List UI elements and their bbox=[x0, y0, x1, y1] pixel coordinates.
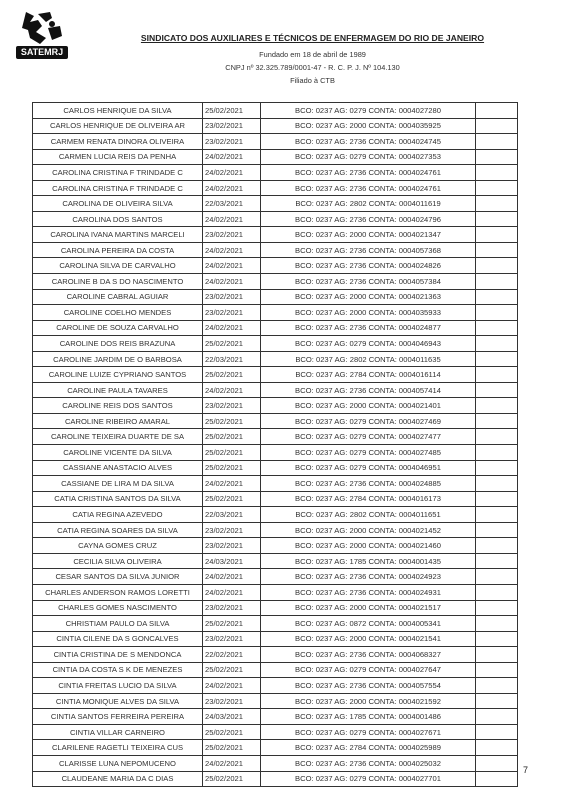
payment-date-cell: 22/03/2021 bbox=[203, 507, 261, 523]
bank-account-cell: BCO: 0237 AG: 2000 CONTA: 0004021460 bbox=[261, 538, 476, 554]
bank-account-cell: BCO: 0237 AG: 1785 CONTA: 0004001435 bbox=[261, 553, 476, 569]
payment-date-cell: 22/02/2021 bbox=[203, 647, 261, 663]
bank-account-cell: BCO: 0237 AG: 2784 CONTA: 0004025989 bbox=[261, 740, 476, 756]
payment-date-cell: 24/02/2021 bbox=[203, 569, 261, 585]
table-row bbox=[33, 196, 518, 212]
payment-date-cell: 24/02/2021 bbox=[203, 211, 261, 227]
table-row bbox=[33, 211, 518, 227]
table-row bbox=[33, 538, 518, 554]
bank-account-cell: BCO: 0237 AG: 2736 CONTA: 0004024761 bbox=[261, 180, 476, 196]
bank-account-cell: BCO: 0237 AG: 2736 CONTA: 0004057414 bbox=[261, 382, 476, 398]
table-row bbox=[33, 413, 518, 429]
table-row bbox=[33, 491, 518, 507]
payment-date-cell: 25/02/2021 bbox=[203, 103, 261, 119]
bank-account-cell: BCO: 0237 AG: 2802 CONTA: 0004011619 bbox=[261, 196, 476, 212]
blank-cell bbox=[476, 693, 518, 709]
payment-date-cell: 25/02/2021 bbox=[203, 662, 261, 678]
table-row bbox=[33, 740, 518, 756]
member-name-cell: CECILIA SILVA OLIVEIRA bbox=[33, 553, 203, 569]
payment-date-cell: 24/02/2021 bbox=[203, 320, 261, 336]
payment-date-cell: 23/02/2021 bbox=[203, 398, 261, 414]
bank-account-cell: BCO: 0237 AG: 1785 CONTA: 0004001486 bbox=[261, 709, 476, 725]
payment-date-cell: 25/02/2021 bbox=[203, 445, 261, 461]
table-row bbox=[33, 367, 518, 383]
payment-date-cell: 24/02/2021 bbox=[203, 180, 261, 196]
bank-account-cell: BCO: 0237 AG: 0872 CONTA: 0004005341 bbox=[261, 616, 476, 632]
bank-account-cell: BCO: 0237 AG: 2736 CONTA: 0004024826 bbox=[261, 258, 476, 274]
member-name-cell: CATIA REGINA SOARES DA SILVA bbox=[33, 522, 203, 538]
bank-account-cell: BCO: 0237 AG: 0279 CONTA: 0004027280 bbox=[261, 103, 476, 119]
member-name-cell: CAROLINE DE SOUZA CARVALHO bbox=[33, 320, 203, 336]
bank-account-cell: BCO: 0237 AG: 2736 CONTA: 0004024923 bbox=[261, 569, 476, 585]
table-row bbox=[33, 616, 518, 632]
table-row bbox=[33, 118, 518, 134]
bank-account-cell: BCO: 0237 AG: 2000 CONTA: 0004021541 bbox=[261, 631, 476, 647]
payment-date-cell: 23/02/2021 bbox=[203, 134, 261, 150]
table-row bbox=[33, 476, 518, 492]
table-row bbox=[33, 445, 518, 461]
bank-account-cell: BCO: 0237 AG: 2000 CONTA: 0004021347 bbox=[261, 227, 476, 243]
payment-date-cell: 24/03/2021 bbox=[203, 709, 261, 725]
member-name-cell: CAROLINA PEREIRA DA COSTA bbox=[33, 242, 203, 258]
bank-account-cell: BCO: 0237 AG: 2000 CONTA: 0004021517 bbox=[261, 600, 476, 616]
member-name-cell: CAROLINE CABRAL AGUIAR bbox=[33, 289, 203, 305]
member-name-cell: CAROLINE RIBEIRO AMARAL bbox=[33, 413, 203, 429]
blank-cell bbox=[476, 118, 518, 134]
member-name-cell: CAROLINA CRISTINA F TRINDADE C bbox=[33, 180, 203, 196]
blank-cell bbox=[476, 616, 518, 632]
blank-cell bbox=[476, 103, 518, 119]
blank-cell bbox=[476, 336, 518, 352]
member-name-cell: CINTIA FREITAS LUCIO DA SILVA bbox=[33, 678, 203, 694]
blank-cell bbox=[476, 584, 518, 600]
member-name-cell: CAROLINE REIS DOS SANTOS bbox=[33, 398, 203, 414]
table-row bbox=[33, 289, 518, 305]
table-row bbox=[33, 724, 518, 740]
member-name-cell: CHRISTIAM PAULO DA SILVA bbox=[33, 616, 203, 632]
bank-account-cell: BCO: 0237 AG: 2802 CONTA: 0004011651 bbox=[261, 507, 476, 523]
member-name-cell: CESAR SANTOS DA SILVA JUNIOR bbox=[33, 569, 203, 585]
organization-name: SINDICATO DOS AUXILIARES E TÉCNICOS DE ENFERMAGEM DO RIO DE JANEIRO bbox=[140, 33, 485, 43]
bank-account-cell: BCO: 0237 AG: 0279 CONTA: 0004027353 bbox=[261, 149, 476, 165]
payment-date-cell: 24/02/2021 bbox=[203, 678, 261, 694]
table-row bbox=[33, 553, 518, 569]
bank-account-cell: BCO: 0237 AG: 0279 CONTA: 0004027701 bbox=[261, 771, 476, 787]
table-row bbox=[33, 678, 518, 694]
blank-cell bbox=[476, 180, 518, 196]
bank-account-cell: BCO: 0237 AG: 0279 CONTA: 0004027647 bbox=[261, 662, 476, 678]
bank-account-cell: BCO: 0237 AG: 2784 CONTA: 0004016114 bbox=[261, 367, 476, 383]
bank-account-cell: BCO: 0237 AG: 2000 CONTA: 0004021452 bbox=[261, 522, 476, 538]
payment-date-cell: 25/02/2021 bbox=[203, 460, 261, 476]
payment-date-cell: 24/03/2021 bbox=[203, 553, 261, 569]
payment-date-cell: 23/02/2021 bbox=[203, 227, 261, 243]
payment-date-cell: 23/02/2021 bbox=[203, 631, 261, 647]
bank-account-cell: BCO: 0237 AG: 2000 CONTA: 0004035933 bbox=[261, 305, 476, 321]
member-name-cell: CAROLINE JARDIM DE O BARBOSA bbox=[33, 351, 203, 367]
table-row bbox=[33, 460, 518, 476]
blank-cell bbox=[476, 724, 518, 740]
bank-account-cell: BCO: 0237 AG: 2736 CONTA: 0004024931 bbox=[261, 584, 476, 600]
payment-date-cell: 23/02/2021 bbox=[203, 118, 261, 134]
member-name-cell: CAYNA GOMES CRUZ bbox=[33, 538, 203, 554]
bank-account-cell: BCO: 0237 AG: 0279 CONTA: 0004046951 bbox=[261, 460, 476, 476]
payment-date-cell: 25/02/2021 bbox=[203, 616, 261, 632]
blank-cell bbox=[476, 678, 518, 694]
payment-date-cell: 23/02/2021 bbox=[203, 693, 261, 709]
blank-cell bbox=[476, 429, 518, 445]
member-name-cell: CAROLINA DOS SANTOS bbox=[33, 211, 203, 227]
bank-account-cell: BCO: 0237 AG: 0279 CONTA: 0004046943 bbox=[261, 336, 476, 352]
member-name-cell: CASSIANE DE LIRA M DA SILVA bbox=[33, 476, 203, 492]
payment-date-cell: 25/02/2021 bbox=[203, 724, 261, 740]
table-row bbox=[33, 382, 518, 398]
member-name-cell: CATIA CRISTINA SANTOS DA SILVA bbox=[33, 491, 203, 507]
blank-cell bbox=[476, 289, 518, 305]
bank-account-cell: BCO: 0237 AG: 2802 CONTA: 0004011635 bbox=[261, 351, 476, 367]
member-name-cell: CAROLINE TEIXEIRA DUARTE DE SA bbox=[33, 429, 203, 445]
blank-cell bbox=[476, 149, 518, 165]
member-name-cell: CAROLINE B DA S DO NASCIMENTO bbox=[33, 274, 203, 290]
payment-date-cell: 24/02/2021 bbox=[203, 149, 261, 165]
blank-cell bbox=[476, 476, 518, 492]
blank-cell bbox=[476, 538, 518, 554]
member-name-cell: CARLOS HENRIQUE DA SILVA bbox=[33, 103, 203, 119]
table-row bbox=[33, 693, 518, 709]
blank-cell bbox=[476, 662, 518, 678]
payment-date-cell: 25/02/2021 bbox=[203, 336, 261, 352]
founded-date: Fundado em 18 de abril de 1989 bbox=[259, 50, 366, 59]
table-row bbox=[33, 507, 518, 523]
payment-date-cell: 24/02/2021 bbox=[203, 382, 261, 398]
blank-cell bbox=[476, 351, 518, 367]
member-name-cell: CAROLINE VICENTE DA SILVA bbox=[33, 445, 203, 461]
table-row bbox=[33, 755, 518, 771]
bank-account-cell: BCO: 0237 AG: 2736 CONTA: 0004025032 bbox=[261, 755, 476, 771]
blank-cell bbox=[476, 258, 518, 274]
payment-date-cell: 25/02/2021 bbox=[203, 413, 261, 429]
payment-date-cell: 25/02/2021 bbox=[203, 740, 261, 756]
payment-date-cell: 23/02/2021 bbox=[203, 305, 261, 321]
blank-cell bbox=[476, 553, 518, 569]
member-name-cell: CINTIA SANTOS FERREIRA PEREIRA bbox=[33, 709, 203, 725]
table-row bbox=[33, 274, 518, 290]
table-row bbox=[33, 584, 518, 600]
bank-account-cell: BCO: 0237 AG: 2000 CONTA: 0004035925 bbox=[261, 118, 476, 134]
table-row bbox=[33, 647, 518, 663]
member-name-cell: CINTIA DA COSTA S K DE MENEZES bbox=[33, 662, 203, 678]
member-name-cell: CLAUDEANE MARIA DA C DIAS bbox=[33, 771, 203, 787]
blank-cell bbox=[476, 507, 518, 523]
payment-date-cell: 24/02/2021 bbox=[203, 755, 261, 771]
member-name-cell: CAROLINE LUIZE CYPRIANO SANTOS bbox=[33, 367, 203, 383]
blank-cell bbox=[476, 755, 518, 771]
member-name-cell: CINTIA VILLAR CARNEIRO bbox=[33, 724, 203, 740]
member-name-cell: CLARILENE RAGETLI TEIXEIRA CUS bbox=[33, 740, 203, 756]
payment-date-cell: 25/02/2021 bbox=[203, 367, 261, 383]
member-name-cell: CHARLES ANDERSON RAMOS LORETTI bbox=[33, 584, 203, 600]
table-row bbox=[33, 662, 518, 678]
table-row bbox=[33, 149, 518, 165]
table-row bbox=[33, 258, 518, 274]
blank-cell bbox=[476, 227, 518, 243]
blank-cell bbox=[476, 740, 518, 756]
bank-account-cell: BCO: 0237 AG: 2784 CONTA: 0004016173 bbox=[261, 491, 476, 507]
bank-account-cell: BCO: 0237 AG: 0279 CONTA: 0004027469 bbox=[261, 413, 476, 429]
blank-cell bbox=[476, 445, 518, 461]
member-name-cell: CHARLES GOMES NASCIMENTO bbox=[33, 600, 203, 616]
members-table-body bbox=[33, 103, 518, 787]
payment-date-cell: 24/02/2021 bbox=[203, 476, 261, 492]
blank-cell bbox=[476, 491, 518, 507]
member-name-cell: CINTIA CILENE DA S GONCALVES bbox=[33, 631, 203, 647]
payment-date-cell: 23/02/2021 bbox=[203, 600, 261, 616]
table-row bbox=[33, 227, 518, 243]
bank-account-cell: BCO: 0237 AG: 2000 CONTA: 0004021363 bbox=[261, 289, 476, 305]
blank-cell bbox=[476, 522, 518, 538]
table-row bbox=[33, 569, 518, 585]
payment-date-cell: 23/02/2021 bbox=[203, 538, 261, 554]
bank-account-cell: BCO: 0237 AG: 2736 CONTA: 0004057384 bbox=[261, 274, 476, 290]
payment-date-cell: 23/02/2021 bbox=[203, 522, 261, 538]
payment-date-cell: 24/02/2021 bbox=[203, 258, 261, 274]
bank-account-cell: BCO: 0237 AG: 2736 CONTA: 0004068327 bbox=[261, 647, 476, 663]
members-table bbox=[32, 102, 518, 787]
blank-cell bbox=[476, 600, 518, 616]
document-header bbox=[0, 0, 565, 95]
member-name-cell: CINTIA MONIQUE ALVES DA SILVA bbox=[33, 693, 203, 709]
table-row bbox=[33, 134, 518, 150]
blank-cell bbox=[476, 242, 518, 258]
table-row bbox=[33, 398, 518, 414]
blank-cell bbox=[476, 709, 518, 725]
table-row bbox=[33, 320, 518, 336]
page-number: 7 bbox=[523, 765, 529, 775]
member-name-cell: CATIA REGINA AZEVEDO bbox=[33, 507, 203, 523]
payment-date-cell: 24/02/2021 bbox=[203, 274, 261, 290]
member-name-cell: CARMEM RENATA DINORA OLIVEIRA bbox=[33, 134, 203, 150]
affiliation: Filiado à CTB bbox=[290, 76, 335, 85]
table-row bbox=[33, 600, 518, 616]
table-row bbox=[33, 709, 518, 725]
bank-account-cell: BCO: 0237 AG: 0279 CONTA: 0004027671 bbox=[261, 724, 476, 740]
payment-date-cell: 22/03/2021 bbox=[203, 196, 261, 212]
table-row bbox=[33, 305, 518, 321]
blank-cell bbox=[476, 274, 518, 290]
member-name-cell: CARLOS HENRIQUE DE OLIVEIRA AR bbox=[33, 118, 203, 134]
payment-date-cell: 23/02/2021 bbox=[203, 289, 261, 305]
table-row bbox=[33, 165, 518, 181]
member-name-cell: CAROLINA IVANA MARTINS MARCELI bbox=[33, 227, 203, 243]
table-row bbox=[33, 351, 518, 367]
bank-account-cell: BCO: 0237 AG: 2736 CONTA: 0004024885 bbox=[261, 476, 476, 492]
payment-date-cell: 25/02/2021 bbox=[203, 429, 261, 445]
blank-cell bbox=[476, 196, 518, 212]
bank-account-cell: BCO: 0237 AG: 2736 CONTA: 0004057368 bbox=[261, 242, 476, 258]
blank-cell bbox=[476, 382, 518, 398]
payment-date-cell: 24/02/2021 bbox=[203, 165, 261, 181]
bank-account-cell: BCO: 0237 AG: 2736 CONTA: 0004024761 bbox=[261, 165, 476, 181]
cnpj-registration: CNPJ nº 32.325.789/0001-47 - R. C. P. J. Nº 104.130 bbox=[225, 63, 400, 72]
table-row bbox=[33, 336, 518, 352]
blank-cell bbox=[476, 134, 518, 150]
logo-text: SATEMRJ bbox=[16, 46, 68, 59]
blank-cell bbox=[476, 367, 518, 383]
member-name-cell: CAROLINE COELHO MENDES bbox=[33, 305, 203, 321]
table-row bbox=[33, 180, 518, 196]
blank-cell bbox=[476, 398, 518, 414]
table-row bbox=[33, 429, 518, 445]
member-name-cell: CAROLINE DOS REIS BRAZUNA bbox=[33, 336, 203, 352]
blank-cell bbox=[476, 771, 518, 787]
bank-account-cell: BCO: 0237 AG: 2736 CONTA: 0004024877 bbox=[261, 320, 476, 336]
member-name-cell: CAROLINA CRISTINA F TRINDADE C bbox=[33, 165, 203, 181]
blank-cell bbox=[476, 320, 518, 336]
blank-cell bbox=[476, 211, 518, 227]
member-name-cell: CAROLINA SILVA DE CARVALHO bbox=[33, 258, 203, 274]
payment-date-cell: 25/02/2021 bbox=[203, 491, 261, 507]
table-row bbox=[33, 771, 518, 787]
blank-cell bbox=[476, 569, 518, 585]
blank-cell bbox=[476, 165, 518, 181]
bank-account-cell: BCO: 0237 AG: 2736 CONTA: 0004024796 bbox=[261, 211, 476, 227]
bank-account-cell: BCO: 0237 AG: 0279 CONTA: 0004027477 bbox=[261, 429, 476, 445]
blank-cell bbox=[476, 413, 518, 429]
member-name-cell: CASSIANE ANASTACIO ALVES bbox=[33, 460, 203, 476]
blank-cell bbox=[476, 305, 518, 321]
bank-account-cell: BCO: 0237 AG: 0279 CONTA: 0004027485 bbox=[261, 445, 476, 461]
table-row bbox=[33, 522, 518, 538]
member-name-cell: CAROLINA DE OLIVEIRA SILVA bbox=[33, 196, 203, 212]
payment-date-cell: 24/02/2021 bbox=[203, 242, 261, 258]
blank-cell bbox=[476, 460, 518, 476]
payment-date-cell: 24/02/2021 bbox=[203, 584, 261, 600]
member-name-cell: CINTIA CRISTINA DE S MENDONCA bbox=[33, 647, 203, 663]
table-row bbox=[33, 242, 518, 258]
table-row bbox=[33, 103, 518, 119]
bank-account-cell: BCO: 0237 AG: 2000 CONTA: 0004021401 bbox=[261, 398, 476, 414]
blank-cell bbox=[476, 647, 518, 663]
member-name-cell: CARMEN LUCIA REIS DA PENHA bbox=[33, 149, 203, 165]
blank-cell bbox=[476, 631, 518, 647]
bank-account-cell: BCO: 0237 AG: 2736 CONTA: 0004057554 bbox=[261, 678, 476, 694]
member-name-cell: CLARISSE LUNA NEPOMUCENO bbox=[33, 755, 203, 771]
member-name-cell: CAROLINE PAULA TAVARES bbox=[33, 382, 203, 398]
bank-account-cell: BCO: 0237 AG: 2000 CONTA: 0004021592 bbox=[261, 693, 476, 709]
payment-date-cell: 22/03/2021 bbox=[203, 351, 261, 367]
table-row bbox=[33, 631, 518, 647]
payment-date-cell: 25/02/2021 bbox=[203, 771, 261, 787]
bank-account-cell: BCO: 0237 AG: 2736 CONTA: 0004024745 bbox=[261, 134, 476, 150]
